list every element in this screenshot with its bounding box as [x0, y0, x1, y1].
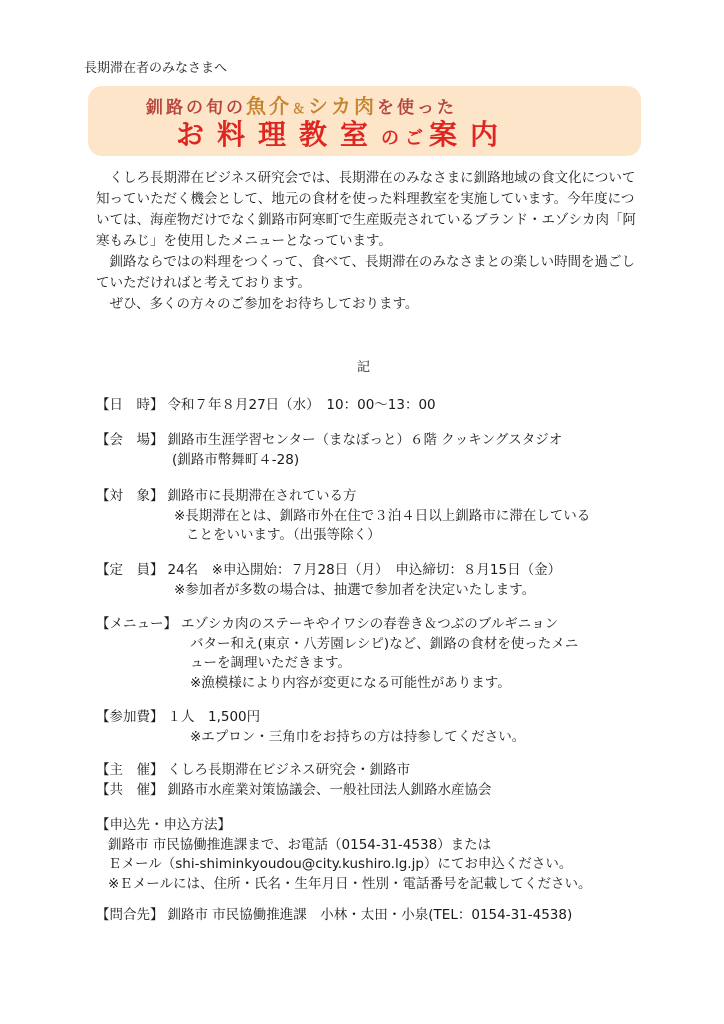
fee-value: １人 1,500円	[167, 709, 261, 725]
venue-section	[96, 431, 641, 470]
target-note: ※長期滞在とは、釧路市外在住で３泊４日以上釧路市に滞在している	[174, 507, 591, 524]
menu-line: ューを調理いただきます。	[190, 655, 351, 671]
contact-value: 釧路市 市民協働推進課 小林・太田・小泉(TEL：0154-31-4538)	[167, 907, 573, 923]
capacity-section	[96, 561, 641, 600]
capacity-note: ※参加者が多数の場合は、抽選で参加者を決定いたします。	[174, 581, 536, 598]
date-value: 令和７年８月27日（水） 10：00～13：00	[167, 397, 436, 413]
menu-line: エゾシカ肉のステーキやイワシの春巻き＆つぶのブルギニョン	[181, 616, 559, 632]
subtitle-pre: 釧路の旬の	[146, 98, 246, 118]
cohost-label: 【共 催】	[96, 781, 164, 798]
intro-paragraph: 釧路ならではの料理をつくって、食べて、長期滞在のみなさまとの楽しい時間を過ごしていただければと考えております。	[96, 254, 636, 291]
menu-section	[96, 615, 641, 693]
host-label: 【主 催】	[96, 762, 164, 778]
menu-note: ※漁模様により内容が変更になる可能性があります。	[190, 674, 511, 691]
title-part-a: お料理教室	[176, 118, 382, 151]
venue-address: (釧路市幣舞町４-28)	[172, 451, 300, 468]
menu-label: 【メニュー】	[96, 616, 177, 632]
target-section	[96, 487, 641, 546]
apply-email-line: Ｅメール（shi-shiminkyoudou@city.kushiro.lg.jp）にてお申込ください。	[108, 856, 573, 872]
intro-text	[96, 168, 641, 315]
apply-note: ※Ｅメールには、住所・氏名・生年月日・性別・電話番号を記載してください。	[108, 875, 592, 892]
intro-paragraph: くしろ長期滞在ビジネス研究会では、長期滞在のみなさまに釧路地域の食文化について知っていただく機会として、地元の食材を使った料理教室を実施しています。今年度については、海産物だけでなく釧路市阿寒町で生産販売されているブランド・エゾシカ肉「阿寒もみじ」を使用したメニューとなっています。	[96, 170, 636, 249]
banner-title	[176, 118, 511, 156]
fee-note: ※エプロン・三角巾をお持ちの方は持参してください。	[190, 728, 526, 745]
date-label: 【日 時】	[96, 397, 164, 413]
venue-label: 【会 場】	[96, 432, 164, 448]
menu-line: バター和え(東京・八芳園レシピ)など、釧路の食材を使ったメニ	[190, 635, 579, 652]
capacity-label: 【定 員】	[96, 562, 164, 578]
apply-line: 釧路市 市民協働推進課まで、お電話（0154-31-4538）または	[108, 836, 492, 853]
title-part-b: のご	[381, 128, 430, 149]
subtitle-and: ＆	[292, 102, 309, 117]
apply-section	[96, 816, 641, 894]
banner-subtitle	[146, 90, 457, 119]
venue-value: 釧路市生涯学習センター（まなぼっと）６階 クッキングスタジオ	[167, 432, 563, 448]
capacity-value: 24名 ※申込開始：７月28日（月） 申込締切：８月15日（金）	[167, 562, 562, 578]
subtitle-deer: シカ肉	[308, 94, 378, 118]
subtitle-fish: 魚介	[246, 94, 292, 118]
target-note-cont: ことをいいます。（出張等除く）	[186, 527, 381, 543]
target-label: 【対 象】	[96, 488, 164, 504]
addressee: 長期滞在者のみなさまへ	[84, 61, 228, 76]
cohost-value: 釧路市水産業対策協議会、一般社団法人釧路水産協会	[167, 781, 492, 798]
fee-label: 【参加費】	[96, 709, 164, 725]
intro-paragraph: ぜひ、多くの方々のご参加をお待ちしております。	[109, 296, 419, 312]
host-value: くしろ長期滞在ビジネス研究会・釧路市	[167, 762, 411, 778]
host-section	[96, 761, 641, 800]
ki-mark: 記	[357, 360, 371, 375]
date-section	[96, 396, 641, 416]
fee-section	[96, 708, 641, 747]
contact-section	[96, 906, 641, 926]
title-banner	[88, 86, 641, 156]
apply-heading: 【申込先・申込方法】	[96, 817, 231, 833]
contact-label: 【問合先】	[96, 907, 164, 923]
target-value: 釧路市に長期滞在されている方	[167, 488, 357, 504]
subtitle-post: を使った	[377, 98, 458, 118]
title-part-c: 案内	[429, 118, 512, 151]
